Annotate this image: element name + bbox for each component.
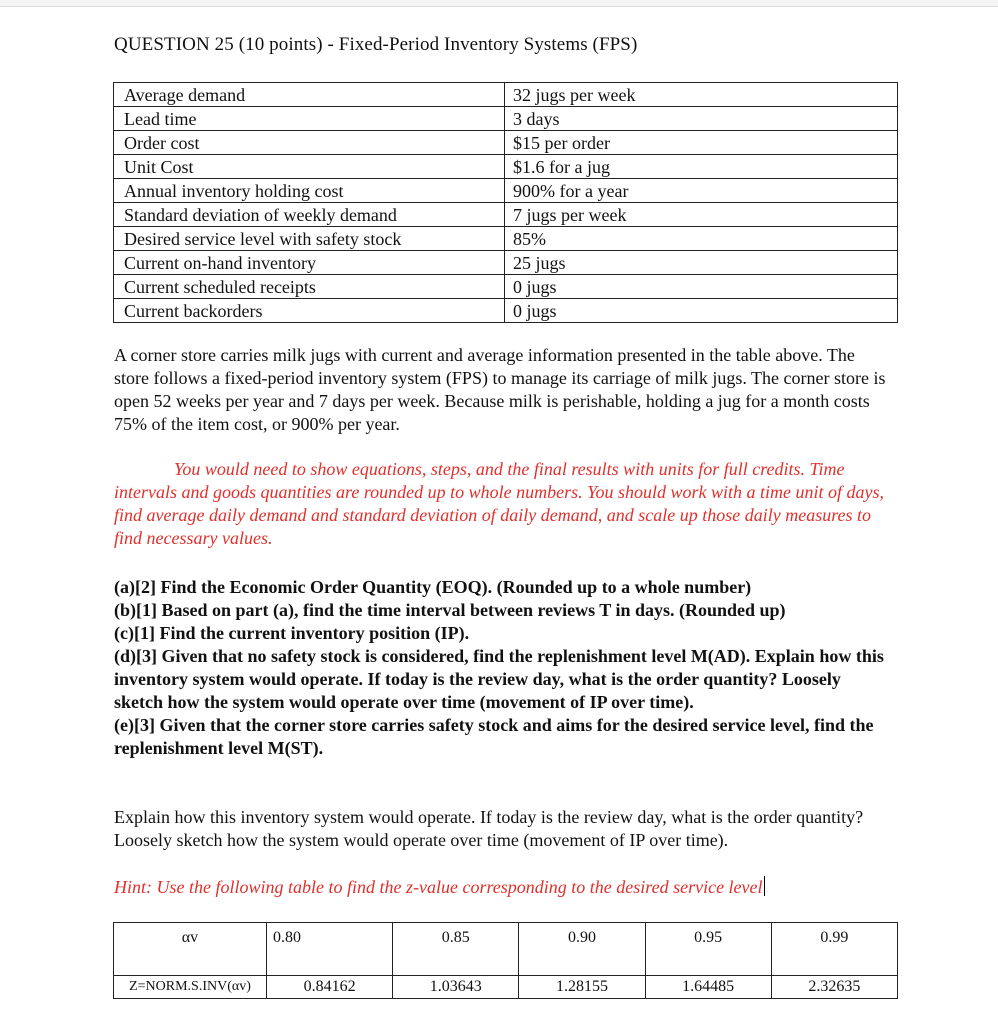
alpha-cell: 0.80 [267,923,393,976]
question-d: (d)[3] Given that no safety stock is considered, find the replenishment level M(AD). Explain how this inventory system would operate. If today is the review day, what is the order quantity? Loosely sketch how the system would operate over time (movement of IP over time). [114,646,884,712]
param-value: 25 jugs [505,251,898,275]
table-row [114,131,898,155]
param-label: Current backorders [114,299,505,323]
param-value: $1.6 for a jug [505,155,898,179]
table-row [114,227,898,251]
table-row [114,275,898,299]
alpha-cell: 0.85 [393,923,519,976]
param-value: 0 jugs [505,299,898,323]
table-row [114,155,898,179]
instructions [114,458,894,550]
table-row [114,83,898,107]
text-cursor [764,876,765,896]
z-cell: 1.03643 [393,976,519,999]
param-label: Lead time [114,107,505,131]
table-row [114,179,898,203]
param-label: Current on-hand inventory [114,251,505,275]
table-row [114,923,898,976]
param-value: 32 jugs per week [505,83,898,107]
question-b: (b)[1] Based on part (a), find the time interval between reviews T in days. (Rounded up) [114,600,786,620]
table-row [114,299,898,323]
problem-description: A corner store carries milk jugs with current and average information presented in the table above. The store follows a fixed-period inventory system (FPS) to manage its carriage of milk jugs. The corner store is open 52 weeks per year and 7 days per week. Because milk is perishable, holding a jug for a month costs 75% of the item cost, or 900% per year. [114,345,886,434]
question-title: QUESTION 25 (10 points) - Fixed-Period Inventory Systems (FPS) [114,34,638,55]
alpha-cell: 0.99 [771,923,897,976]
z-cell: 0.84162 [267,976,393,999]
param-label: Annual inventory holding cost [114,179,505,203]
explain-paragraph: Explain how this inventory system would operate. If today is the review day, what is the order quantity? Loosely sketch how the system would operate over time (movement of IP over time). [114,807,864,850]
param-value: 7 jugs per week [505,203,898,227]
table-row [114,251,898,275]
param-label: Unit Cost [114,155,505,179]
param-label: Order cost [114,131,505,155]
parameters-table [113,82,898,323]
z-value-table [113,922,898,999]
alpha-header: αv [114,923,267,976]
param-label: Desired service level with safety stock [114,227,505,251]
question-c: (c)[1] Find the current inventory position (IP). [114,623,470,643]
alpha-cell: 0.95 [645,923,771,976]
z-cell: 1.28155 [519,976,645,999]
instructions-text: You would need to show equations, steps, and the final results with units for full credits. Time intervals and goods quantities are rounded up to whole numbers. You should work with a time unit of days, find average daily demand and standard deviation of daily demand, and scale up those daily measures to find necessary values. [114,459,885,548]
table-row [114,976,898,999]
z-header: Z=NORM.S.INV(αv) [114,976,267,999]
param-value: 85% [505,227,898,251]
param-label: Standard deviation of weekly demand [114,203,505,227]
z-cell: 1.64485 [645,976,771,999]
hint-text: Hint: Use the following table to find the z-value corresponding to the desired service level [114,877,763,897]
param-value: $15 per order [505,131,898,155]
z-cell: 2.32635 [771,976,897,999]
param-label: Average demand [114,83,505,107]
top-bar [0,0,998,7]
question-a: (a)[2] Find the Economic Order Quantity (EOQ). (Rounded up to a whole number) [114,577,752,597]
table-row [114,203,898,227]
table-row [114,107,898,131]
alpha-cell: 0.90 [519,923,645,976]
param-value: 0 jugs [505,275,898,299]
param-value: 900% for a year [505,179,898,203]
param-value: 3 days [505,107,898,131]
param-label: Current scheduled receipts [114,275,505,299]
hint [114,876,894,899]
question-list [114,576,894,760]
question-e: (e)[3] Given that the corner store carries safety stock and aims for the desired service level, find the replenishment level M(ST). [114,715,874,758]
